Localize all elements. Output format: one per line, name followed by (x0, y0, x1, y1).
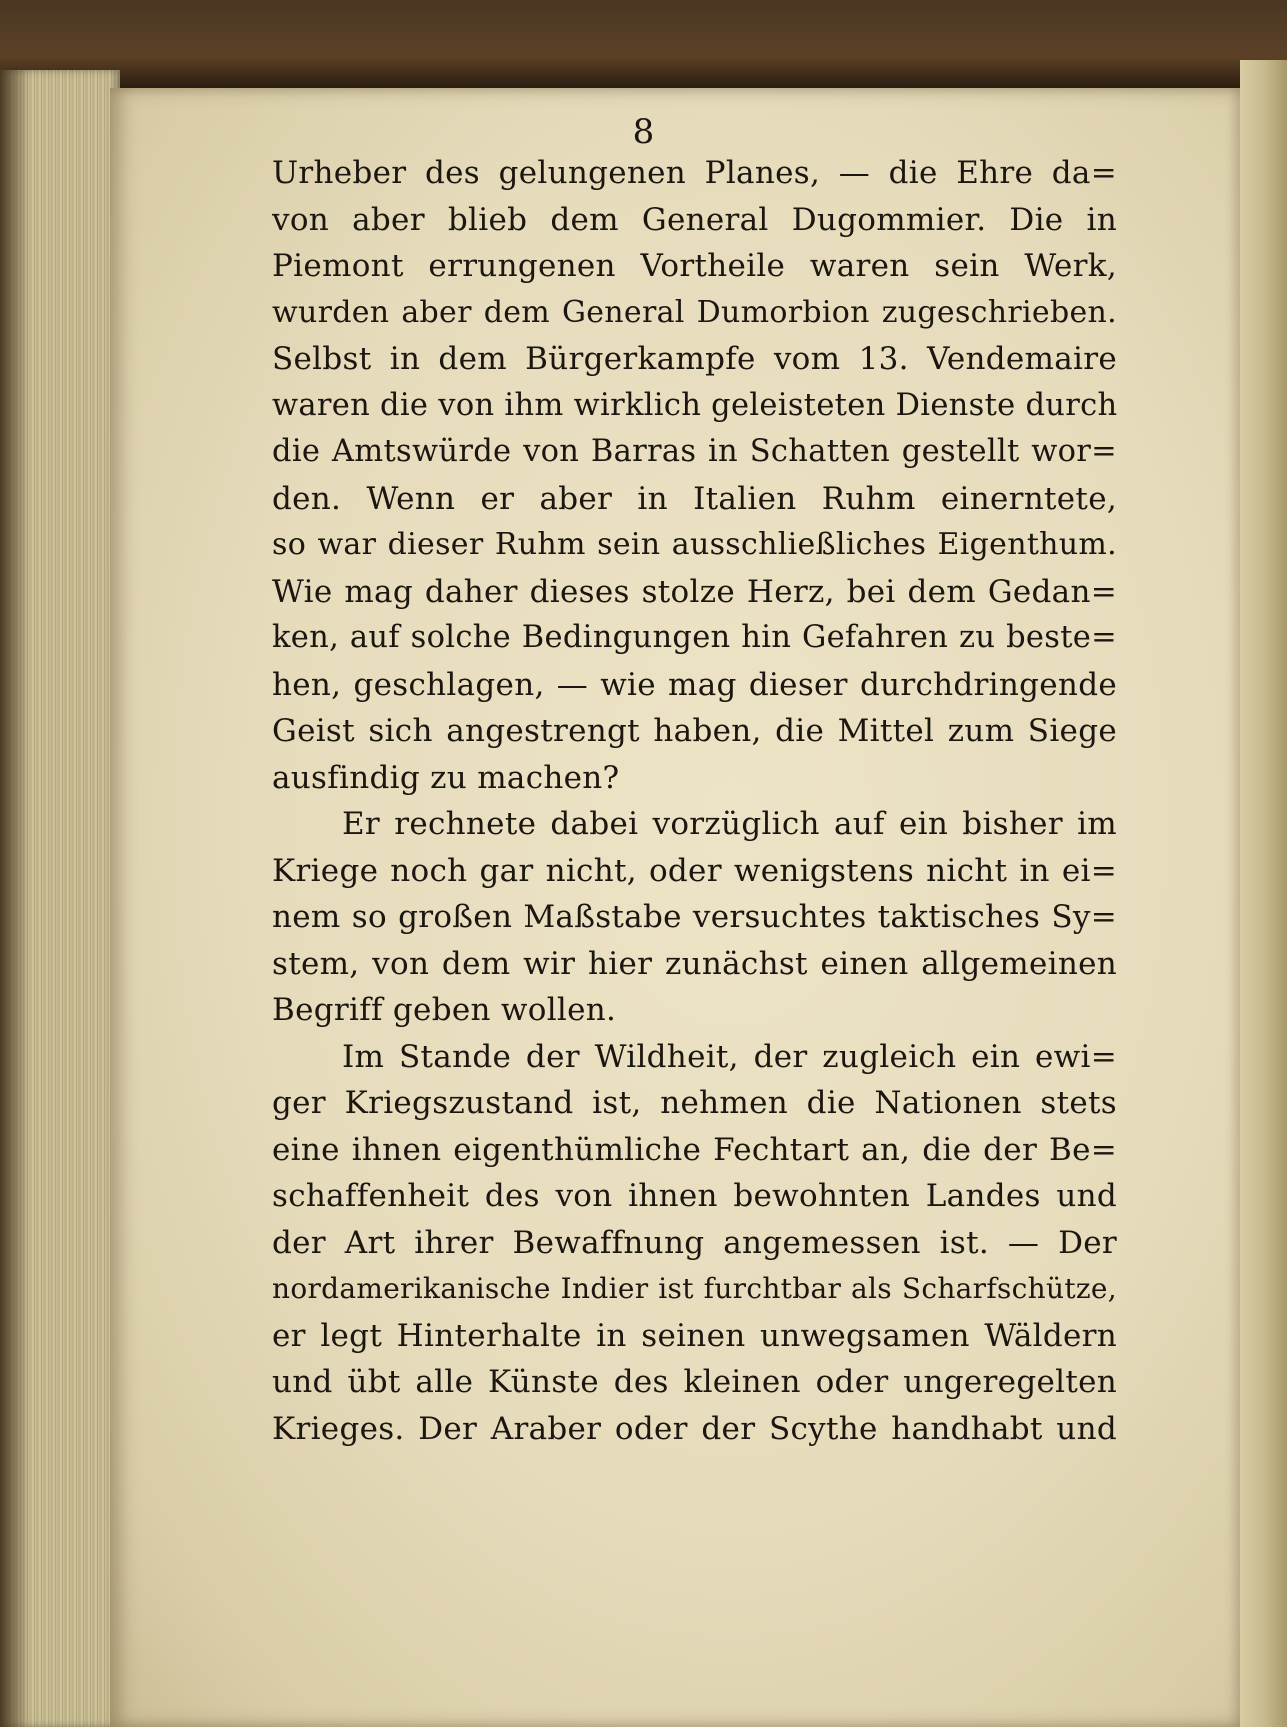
page-text (272, 150, 1117, 1452)
page-edges (0, 70, 120, 1727)
text-line: wurden aber dem General Dumorbion zugeschrieben. (272, 294, 1117, 330)
text-line: nordamerikanische Indier ist furchtbar als Scharfschütze, (272, 1272, 1117, 1305)
paragraph (272, 1034, 1117, 1453)
text-line: Kriege noch gar nicht, oder wenigstens nicht in ei= (272, 852, 1117, 889)
text-line: waren die von ihm wirklich geleisteten Dienste durch (272, 387, 1117, 423)
text-line: Urheber des gelungenen Planes, — die Ehre da= (272, 155, 1117, 191)
text-line: eine ihnen eigenthümliche Fechtart an, die der Be= (272, 1131, 1117, 1168)
text-line: schaffenheit des von ihnen bewohnten Landes und (272, 1178, 1117, 1214)
text-line: Er rechnete dabei vorzüglich auf ein bisher im (342, 806, 1117, 842)
text-line: ausfindig zu machen? (272, 759, 620, 796)
paragraph (272, 150, 1117, 801)
text-line: ger Kriegszustand ist, nehmen die Nationen stets (272, 1085, 1117, 1121)
text-line: von aber blieb dem General Dugommier. Die in (272, 201, 1117, 238)
paragraph (272, 801, 1117, 1034)
text-line: Wie mag daher dieses stolze Herz, bei dem Gedan= (272, 573, 1117, 610)
text-line: er legt Hinterhalte in seinen unwegsamen Wäldern (272, 1317, 1117, 1354)
text-line: ken, auf solche Bedingungen hin Gefahren zu beste= (272, 620, 1117, 655)
book-top-edge (0, 0, 1287, 95)
text-line: Piemont errungenen Vortheile waren sein Werk, (272, 248, 1117, 284)
text-line: stem, von dem wir hier zunächst einen allgemeinen (272, 945, 1117, 982)
text-line: Im Stande der Wildheit, der zugleich ein ewi= (342, 1038, 1117, 1075)
text-line: und übt alle Künste des kleinen oder ungeregelten (272, 1364, 1117, 1400)
text-line: den. Wenn er aber in Italien Ruhm einerntete, (272, 480, 1117, 517)
text-line: so war dieser Ruhm sein ausschließliches Eigenthum. (272, 527, 1117, 562)
text-line: Geist sich angestrengt haben, die Mittel zum Siege (272, 713, 1117, 749)
text-line: Begriff geben wollen. (272, 992, 617, 1028)
text-line: Selbst in dem Bürgerkampfe vom 13. Vendemaire (272, 341, 1117, 377)
text-line: Krieges. Der Araber oder der Scythe handhabt und (272, 1410, 1117, 1447)
text-line: die Amtswürde von Barras in Schatten gestellt wor= (272, 434, 1117, 469)
text-line: hen, geschlagen, — wie mag dieser durchdringende (272, 666, 1117, 703)
page-number: 8 (632, 112, 655, 152)
text-line: der Art ihrer Bewaffnung angemessen ist. — Der (272, 1224, 1117, 1261)
text-line: nem so großen Maßstabe versuchtes taktisches Sy= (272, 899, 1117, 935)
facing-page-edge (1240, 60, 1287, 1727)
